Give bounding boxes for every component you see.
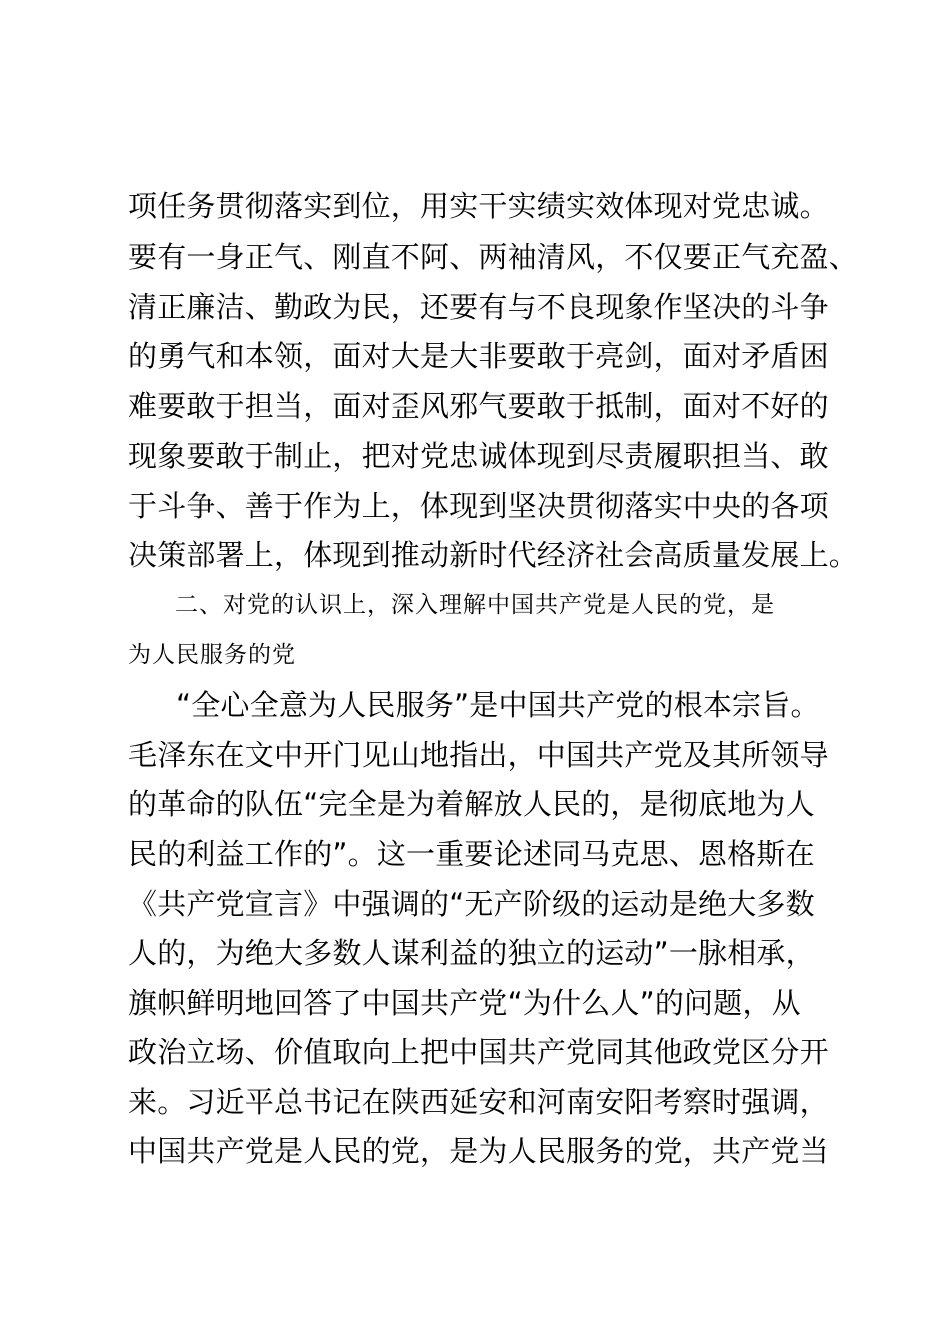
text-line: 《共产党宣言》中强调的“无产阶级的运动是绝大多数 — [128, 887, 815, 921]
text-line: 中国共产党是人民的党，是为人民服务的党，共产党当 — [128, 1134, 829, 1168]
text-line: 人的，为绝大多数人谋利益的独立的运动”一脉相承， — [128, 936, 815, 970]
text-line: 清正廉洁、勤政为民，还要有与不良现象作坚决的斗争 — [128, 290, 829, 324]
text-line: “全心全意为人民服务”是中国共产党的根本宗旨。 — [176, 688, 820, 722]
heading-line: 为人民服务的党 — [128, 642, 296, 668]
text-line: 要有一身正气、刚直不阿、两袖清风，不仅要正气充盈、 — [128, 240, 859, 274]
text-line: 毛泽东在文中开门见山地指出，中国共产党及其所领导 — [128, 738, 829, 772]
text-line: 项任务贯彻落实到位，用实干实绩实效体现对党忠诚。 — [128, 189, 829, 223]
text-line: 政治立场、价值取向上把中国共产党同其他政党区分开 — [128, 1035, 829, 1069]
text-line: 难要敢于担当，面对歪风邪气要敢于抵制，面对不好的 — [128, 389, 829, 423]
text-line: 于斗争、善于作为上，体现到坚决贯彻落实中央的各项 — [128, 489, 829, 523]
text-line: 来。习近平总书记在陕西延安和河南安阳考察时强调， — [128, 1085, 829, 1119]
text-line: 的革命的队伍“完全是为着解放人民的，是彻底地为人 — [128, 787, 815, 821]
text-line: 决策部署上，体现到推动新时代经济社会高质量发展上。 — [128, 538, 859, 572]
text-line: 民的利益工作的”。这一重要论述同马克思、恩格斯在 — [128, 837, 815, 871]
text-line: 的勇气和本领，面对大是大非要敢于亮剑，面对矛盾困 — [128, 339, 829, 373]
text-line: 旗帜鲜明地回答了中国共产党“为什么人”的问题，从 — [128, 986, 801, 1020]
heading-line: 二、对党的认识上，深入理解中国共产党是人民的党，是 — [175, 592, 775, 618]
text-line: 现象要敢于制止，把对党忠诚体现到尽责履职担当、敢 — [128, 439, 829, 473]
